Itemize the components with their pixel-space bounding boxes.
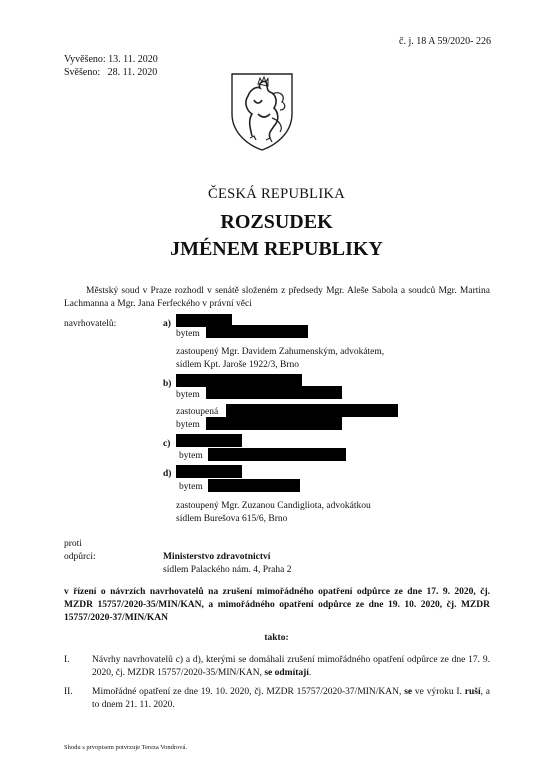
proti-label: proti xyxy=(64,539,82,549)
respondent-name: Ministerstvo zdravotnictví xyxy=(163,552,271,562)
document-type-title: ROZSUDEK xyxy=(220,211,333,233)
certification-footer: Shodu s prvopisem potvrzuje Tereza Vondrová. xyxy=(64,744,188,751)
document-subtitle: JMÉNEM REPUBLIKY xyxy=(170,238,383,260)
case-number: č. j. 18 A 59/2020- 226 xyxy=(399,36,491,47)
redaction-box xyxy=(176,465,242,478)
coat-of-arms-icon xyxy=(228,70,296,152)
takto-heading: takto: xyxy=(264,633,289,643)
verdict-two-se: se xyxy=(404,687,413,697)
country-title: ČESKÁ REPUBLIKA xyxy=(207,186,346,202)
redaction-box xyxy=(176,434,242,447)
verdict-one-number: I. xyxy=(64,655,70,665)
petitioner-b-marker: b) xyxy=(163,379,172,389)
redaction-box xyxy=(208,448,346,461)
redaction-box xyxy=(226,404,398,417)
redaction-box xyxy=(208,479,300,492)
removed-date: Svěšeno: 28. 11. 2020 xyxy=(64,67,158,78)
petitioner-a-marker: a) xyxy=(163,319,171,329)
respondent-label: odpůrci: xyxy=(64,552,96,562)
verdict-two-text xyxy=(92,686,490,712)
redaction-box xyxy=(206,325,308,338)
petitioner-b-bytem: bytem xyxy=(176,390,200,400)
petitioners-label: navrhovatelů: xyxy=(64,319,117,329)
respondent-address: sídlem Palackého nám. 4, Praha 2 xyxy=(163,565,292,575)
petitioner-c-bytem: bytem xyxy=(179,451,203,461)
redaction-box xyxy=(206,417,342,430)
verdict-two-number: II. xyxy=(64,687,73,697)
petitioner-d-bytem: bytem xyxy=(179,482,203,492)
intro-paragraph: Městský soud v Praze rozhodl v senátě složeném z předsedy Mgr. Aleše Sabola a soudců Mgr. Martina Lachmanna a Mgr. Jana Ferfeckého v právní věci xyxy=(64,286,490,309)
redaction-box xyxy=(206,386,342,399)
petitioner-d-representative: zastoupený Mgr. Zuzanou Candigliota, advokátkou xyxy=(176,501,371,511)
petitioner-d-marker: d) xyxy=(163,469,172,479)
posted-date: Vyvěšeno: 13. 11. 2020 xyxy=(64,54,158,65)
verdict-one-ruling: se odmítají xyxy=(264,668,309,678)
verdict-two-text-end: , a to dnem 21. 11. 2020. xyxy=(92,687,491,710)
petitioner-c-marker: c) xyxy=(163,439,171,449)
proceeding-subject: v řízení o návrzích navrhovatelů na zrušení mimořádného opatření odpůrce ze dne 17. 9. 2020, čj. MZDR 15757/2020-35/MIN/KAN, a mimořádného opatření odpůrce ze dne 19. 10. 2020, čj. MZDR 15757/2020-37/MIN/KAN xyxy=(64,587,490,623)
petitioner-a-representative: zastoupený Mgr. Davidem Zahumenským, advokátem, xyxy=(176,347,385,357)
petitioner-a-bytem: bytem xyxy=(176,329,200,339)
petitioner-d-rep-address: sídlem Burešova 615/6, Brno xyxy=(176,514,288,524)
petitioner-b-representation: zastoupená xyxy=(176,407,219,417)
verdict-two-text-mid: ve výroku I. xyxy=(412,687,465,697)
verdict-one-text-end: . xyxy=(308,668,312,678)
verdict-two-text-part: Mimořádné opatření ze dne 19. 10. 2020, čj. MZDR 15757/2020-37/MIN/KAN, xyxy=(92,687,405,697)
petitioner-b-rep-bytem: bytem xyxy=(176,420,200,430)
petitioner-a-rep-address: sídlem Kpt. Jaroše 1922/3, Brno xyxy=(176,360,299,370)
verdict-one-text-part: Návrhy navrhovatelů c) a d), kterými se domáhali zrušení mimořádného opatření odpůrce ze dne 17. 9. 2020, čj. MZDR 15757/2020-35/MIN/KAN, xyxy=(92,655,490,678)
verdict-one-text xyxy=(92,654,490,680)
verdict-two-ruling: ruší xyxy=(464,687,481,697)
